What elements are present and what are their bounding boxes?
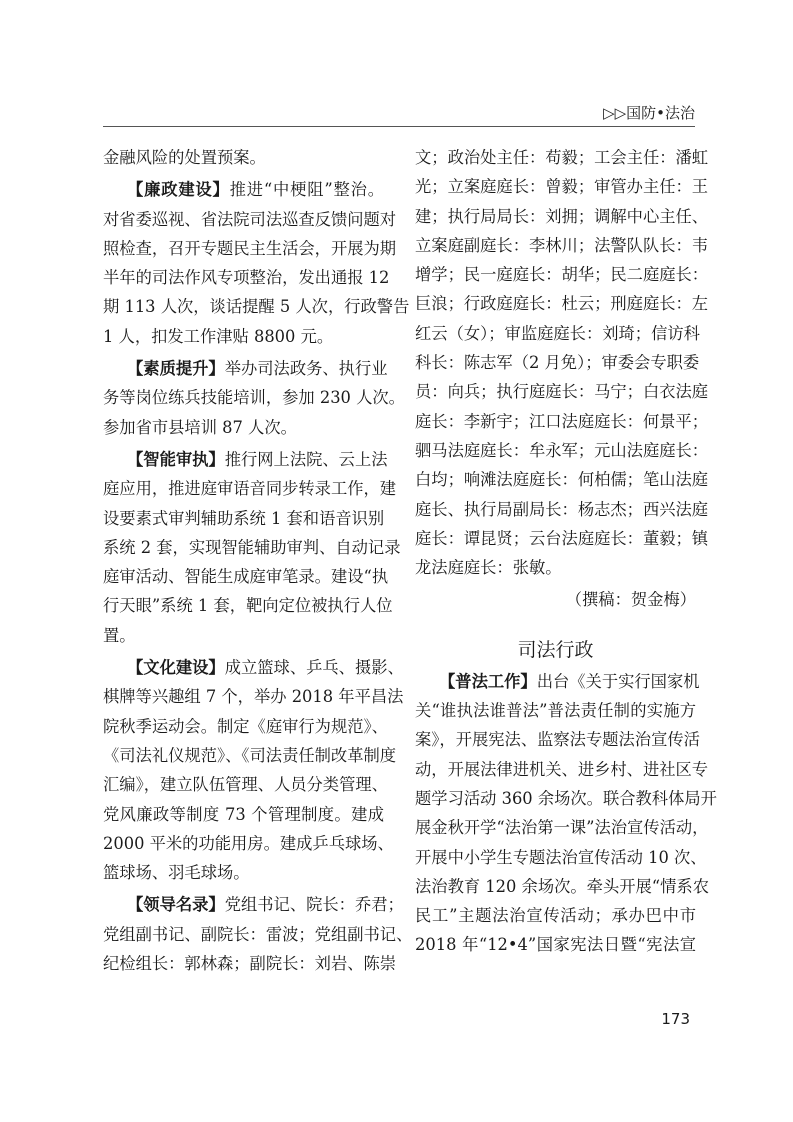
- text-line: 红云（女）；审监庭庭长：刘琦；信访科: [415, 323, 700, 343]
- line-text: 2018 年“12•4”国家宪法日暨“宪法宣: [415, 935, 696, 955]
- text-line: [103, 533, 401, 562]
- text-line: [415, 725, 700, 754]
- text-line: [415, 755, 709, 784]
- text-line: [103, 445, 388, 474]
- text-line: 庭长：谭昆贤；云台法庭庭长：董毅；镇: [415, 528, 709, 548]
- paragraph-lead: 【领导名录】: [127, 895, 225, 915]
- text-line: [103, 949, 397, 978]
- text-line: [103, 770, 388, 799]
- leader-list-continued: [415, 143, 709, 582]
- line-text: 出台《关于实行国家机: [536, 671, 700, 691]
- text-line: [103, 474, 397, 503]
- line-text: 篮球场、羽毛球场。: [103, 863, 250, 883]
- line-text: 棋牌等兴趣组 7 个，举办 2018 年平昌法: [103, 687, 404, 707]
- text-line: [103, 354, 388, 383]
- text-line: [415, 901, 696, 930]
- paragraph: [103, 445, 401, 650]
- line-text: 院秋季运动会。制定《庭审行为规范》、: [103, 716, 388, 736]
- line-text: 庭审活动、智能生成庭审笔录。建设“执: [103, 567, 389, 587]
- line-text: 务等岗位练兵技能培训，参加 230 人次。: [103, 388, 405, 408]
- paragraph-lead: 【素质提升】: [127, 359, 225, 379]
- text-line: [103, 591, 393, 620]
- text-line: 科长：陈志军（2 月免）；审委会专职委: [415, 353, 700, 373]
- line-text: 半年的司法作风专项整治，发出通报 12: [103, 268, 390, 288]
- text-line: [415, 667, 700, 696]
- text-line: [103, 234, 397, 263]
- paragraph-lead: 【智能审执】: [127, 449, 225, 469]
- right-column: [415, 143, 717, 963]
- text-line: [103, 504, 384, 533]
- paragraph: [103, 890, 413, 978]
- text-line: [103, 562, 389, 591]
- text-line: [415, 843, 707, 872]
- text-line: 光；立案庭庭长：曾毅；审管办主任：王: [415, 177, 709, 197]
- text-line: [103, 858, 384, 887]
- text-line: [103, 800, 384, 829]
- text-line: [103, 205, 397, 234]
- line-text: 行天眼”系统 1 套，靶向定位被执行人位: [103, 596, 393, 616]
- line-text: 设要素式审判辅助系统 1 套和语音识别: [103, 508, 385, 528]
- text-line: 建；执行局局长：刘拥；调解中心主任、: [415, 206, 709, 226]
- text-line: [103, 920, 413, 949]
- line-text: 《司法礼仪规范》、《司法责任制改革制度: [103, 745, 397, 765]
- text-line: [103, 383, 405, 412]
- line-text: 金融风险的处置预案。: [103, 148, 266, 167]
- byline: （撰稿：贺金梅）: [565, 590, 696, 610]
- text-line: 庭长：李新宇；江口法庭庭长：何景平；: [415, 411, 709, 431]
- text-line: [103, 143, 384, 172]
- line-text: 推进“中梗阻”整治。: [229, 180, 384, 200]
- line-text: 展金秋开学“法治第一课”法治宣传活动，: [415, 818, 709, 838]
- line-text: 举办司法政务、执行业: [224, 359, 388, 379]
- line-text: 照检查，召开专题民主生活会，开展为期: [103, 238, 397, 258]
- line-text: 对省委巡视、省法院司法巡查反馈问题对: [103, 209, 397, 229]
- text-line: [415, 813, 709, 842]
- section-title: 司法行政: [517, 638, 594, 661]
- text-line: [103, 741, 397, 770]
- line-text: 案》，开展宪法、监察法专题法治宣传活: [415, 730, 700, 750]
- line-text: 纪检组长：郭林森；副院长：刘岩、陈崇: [103, 954, 397, 974]
- text-line: 龙法庭庭长：张敏。: [415, 558, 562, 578]
- paragraph-lead: 【普法工作】: [439, 671, 537, 691]
- text-line: [415, 696, 696, 725]
- line-text: 1 人，扣发工作津贴 8800 元。: [103, 326, 334, 346]
- text-line: 庭长、执行局副局长：杨志杰；西兴法庭: [415, 499, 709, 519]
- paragraph-lead: 【廉政建设】: [127, 180, 230, 200]
- line-text: 参加省市县培训 87 人次。: [103, 417, 297, 437]
- header-rule: [103, 126, 695, 127]
- line-text: 党组书记、院长：乔君；: [224, 895, 404, 915]
- line-text: 汇编》，建立队伍管理、人员分类管理、: [103, 775, 388, 795]
- text-line: [103, 413, 384, 442]
- text-line: [103, 263, 390, 292]
- line-text: 期 113 人次，谈话提醒 5 人次，行政警告: [103, 297, 410, 317]
- text-line: [415, 872, 709, 901]
- paragraph: [103, 354, 405, 442]
- text-line: [103, 322, 384, 351]
- line-text: 推行网上法院、云上法: [224, 449, 388, 469]
- text-line: [103, 829, 394, 858]
- text-line: [415, 930, 696, 959]
- text-line: [103, 621, 384, 650]
- text-line: [103, 890, 404, 919]
- line-text: 党组副书记、副院长：雷波；党组副书记、: [103, 924, 413, 944]
- text-line: [103, 175, 384, 204]
- line-text: 2000 平米的功能用房。建成乒乓球场、: [103, 833, 394, 853]
- running-head: ▷▷国防•法治: [603, 104, 695, 122]
- paragraph: [103, 175, 410, 351]
- paragraph: [103, 143, 384, 172]
- left-column: [103, 143, 413, 981]
- text-line: 文；政治处主任：苟毅；工会主任：潘虹: [415, 148, 709, 167]
- text-line: 立案庭副庭长：李林川；法警队队长：韦: [415, 235, 709, 255]
- line-text: 关“谁执法谁普法”普法责任制的实施方: [415, 701, 696, 721]
- text-line: 增学；民一庭庭长：胡华；民二庭庭长：: [415, 265, 709, 285]
- line-text: 动，开展法律进机关、进乡村、进社区专: [415, 759, 709, 779]
- line-text: 法治教育 120 余场次。牵头开展“情系农: [415, 876, 709, 896]
- page-number: 173: [661, 1010, 690, 1028]
- line-text: 开展中小学生专题法治宣传活动 10 次、: [415, 847, 707, 867]
- paragraph: [103, 653, 404, 887]
- paragraph-lead: 【文化建设】: [127, 658, 225, 678]
- line-text: 党风廉政等制度 73 个管理制度。建成: [103, 804, 384, 824]
- line-text: 置。: [103, 625, 136, 645]
- line-text: 系统 2 套，实现智能辅助审判、自动记录: [103, 537, 401, 557]
- text-line: 白均；响滩法庭庭长：何柏儒；笔山法庭: [415, 470, 709, 490]
- line-text: 成立篮球、乒乓、摄影、: [224, 658, 404, 678]
- line-text: 民工”主题法治宣传活动；承办巴中市: [415, 906, 696, 926]
- text-line: [103, 712, 388, 741]
- text-line: 驷马法庭庭长：牟永军；元山法庭庭长：: [415, 440, 709, 460]
- text-line: [103, 292, 410, 321]
- text-line: 员：向兵；执行庭庭长：马宁；白衣法庭: [415, 382, 709, 402]
- text-line: [103, 653, 404, 682]
- section-paragraph: [415, 667, 717, 960]
- line-text: 题学习活动 360 余场次。联合教科体局开: [415, 788, 717, 808]
- text-line: [103, 682, 404, 711]
- text-line: 巨浪；行政庭庭长：杜云；刑庭庭长：左: [415, 294, 709, 314]
- line-text: 庭应用，推进庭审语音同步转录工作，建: [103, 479, 397, 499]
- text-line: [415, 784, 717, 813]
